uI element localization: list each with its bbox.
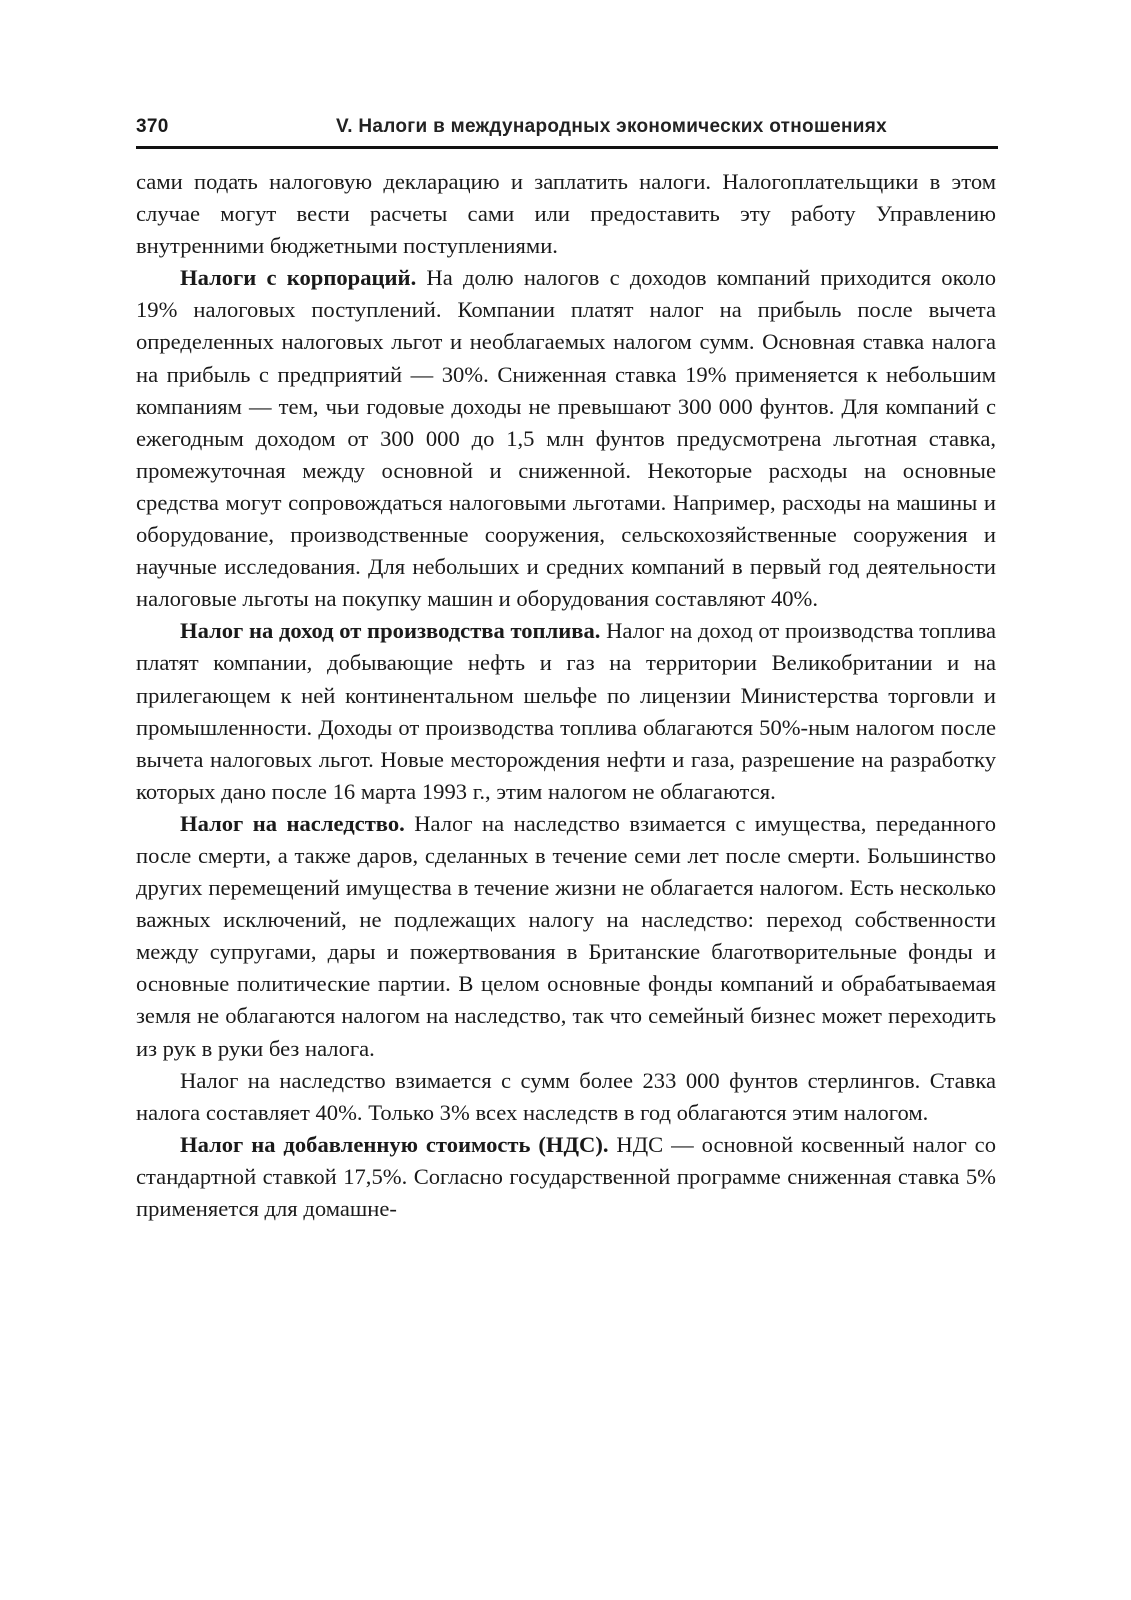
paragraph-text: НДС — основной косвенный налог со стандартной ставкой 17,5%. Согласно государственной программе сниженная ставка 5% применяется для домашне-	[136, 1131, 996, 1221]
paragraph-corporate-tax	[136, 262, 996, 615]
paragraph-vat	[136, 1129, 996, 1225]
paragraph-text: сами подать налоговую декларацию и заплатить налоги. Налогоплательщики в этом случае могут вести расчеты сами или предоставить эту работу Управлению внутренними бюджетными поступлениями.	[136, 169, 996, 259]
page-number: 370	[136, 116, 169, 137]
running-header	[136, 108, 998, 142]
paragraph-inheritance-threshold	[136, 1065, 996, 1129]
body-text	[136, 166, 996, 1225]
header-rule	[136, 146, 998, 149]
paragraph-fuel-tax	[136, 615, 996, 808]
paragraph-lead: Налог на добавленную стоимость (НДС).	[180, 1131, 609, 1157]
paragraph-text: Налог на доход от производства топлива платят компании, добывающие нефть и газ на территории Великобритании и на прилегающем к ней континентальном шельфе по лицензии Министерства торговли и промышленности. Доходы от производства топлива облагаются 50%-ным налогом после вычета налоговых льгот. Новые месторождения нефти и газа, разрешение на разработку которых дано после 16 марта 1993 г., этим налогом не облагаются.	[136, 618, 996, 804]
paragraph-lead: Налог на наследство.	[180, 810, 405, 836]
paragraph-continuation	[136, 166, 996, 262]
paragraph-lead: Налог на доход от производства топлива.	[180, 618, 601, 644]
paragraph-text: Налог на наследство взимается с имущества, переданного после смерти, а также даров, сделанных в течение семи лет после смерти. Большинство других перемещений имущества в течение жизни не облагается налогом. Есть несколько важных исключений, не подлежащих налогу на наследство: переход собственности между супругами, дары и пожертвования в Британские благотворительные фонды и основные политические партии. В целом основные фонды компаний и обрабатываемая земля не облагаются налогом на наследство, так что семейный бизнес может переходить из рук в руки без налога.	[136, 810, 996, 1061]
paragraph-lead: Налоги с корпораций.	[180, 265, 417, 291]
paragraph-text: На долю налогов с доходов компаний приходится около 19% налоговых поступлений. Компании платят налог на прибыль после вычета определенных налоговых льгот и необлагаемых налогом сумм. Основная ставка налога на прибыль с предприятий — 30%. Сниженная ставка 19% применяется к небольшим компаниям — тем, чьи годовые доходы не превышают 300 000 фунтов. Для компаний с ежегодным доходом от 300 000 до 1,5 млн фунтов предусмотрена льготная ставка, промежуточная между основной и сниженной. Некоторые расходы на основные средства могут сопровождаться налоговыми льготами. Например, расходы на машины и оборудование, производственные сооружения, сельскохозяйственные сооружения и научные исследования. Для небольших и средних компаний в первый год деятельности налоговые льготы на покупку машин и оборудования составляют 40%.	[136, 265, 996, 612]
paragraph-text: Налог на наследство взимается с сумм более 233 000 фунтов стерлингов. Ставка налога составляет 40%. Только 3% всех наследств в год облагаются этим налогом.	[136, 1067, 996, 1125]
paragraph-inheritance-tax	[136, 808, 996, 1065]
section-title: V. Налоги в международных экономических отношениях	[336, 116, 887, 137]
